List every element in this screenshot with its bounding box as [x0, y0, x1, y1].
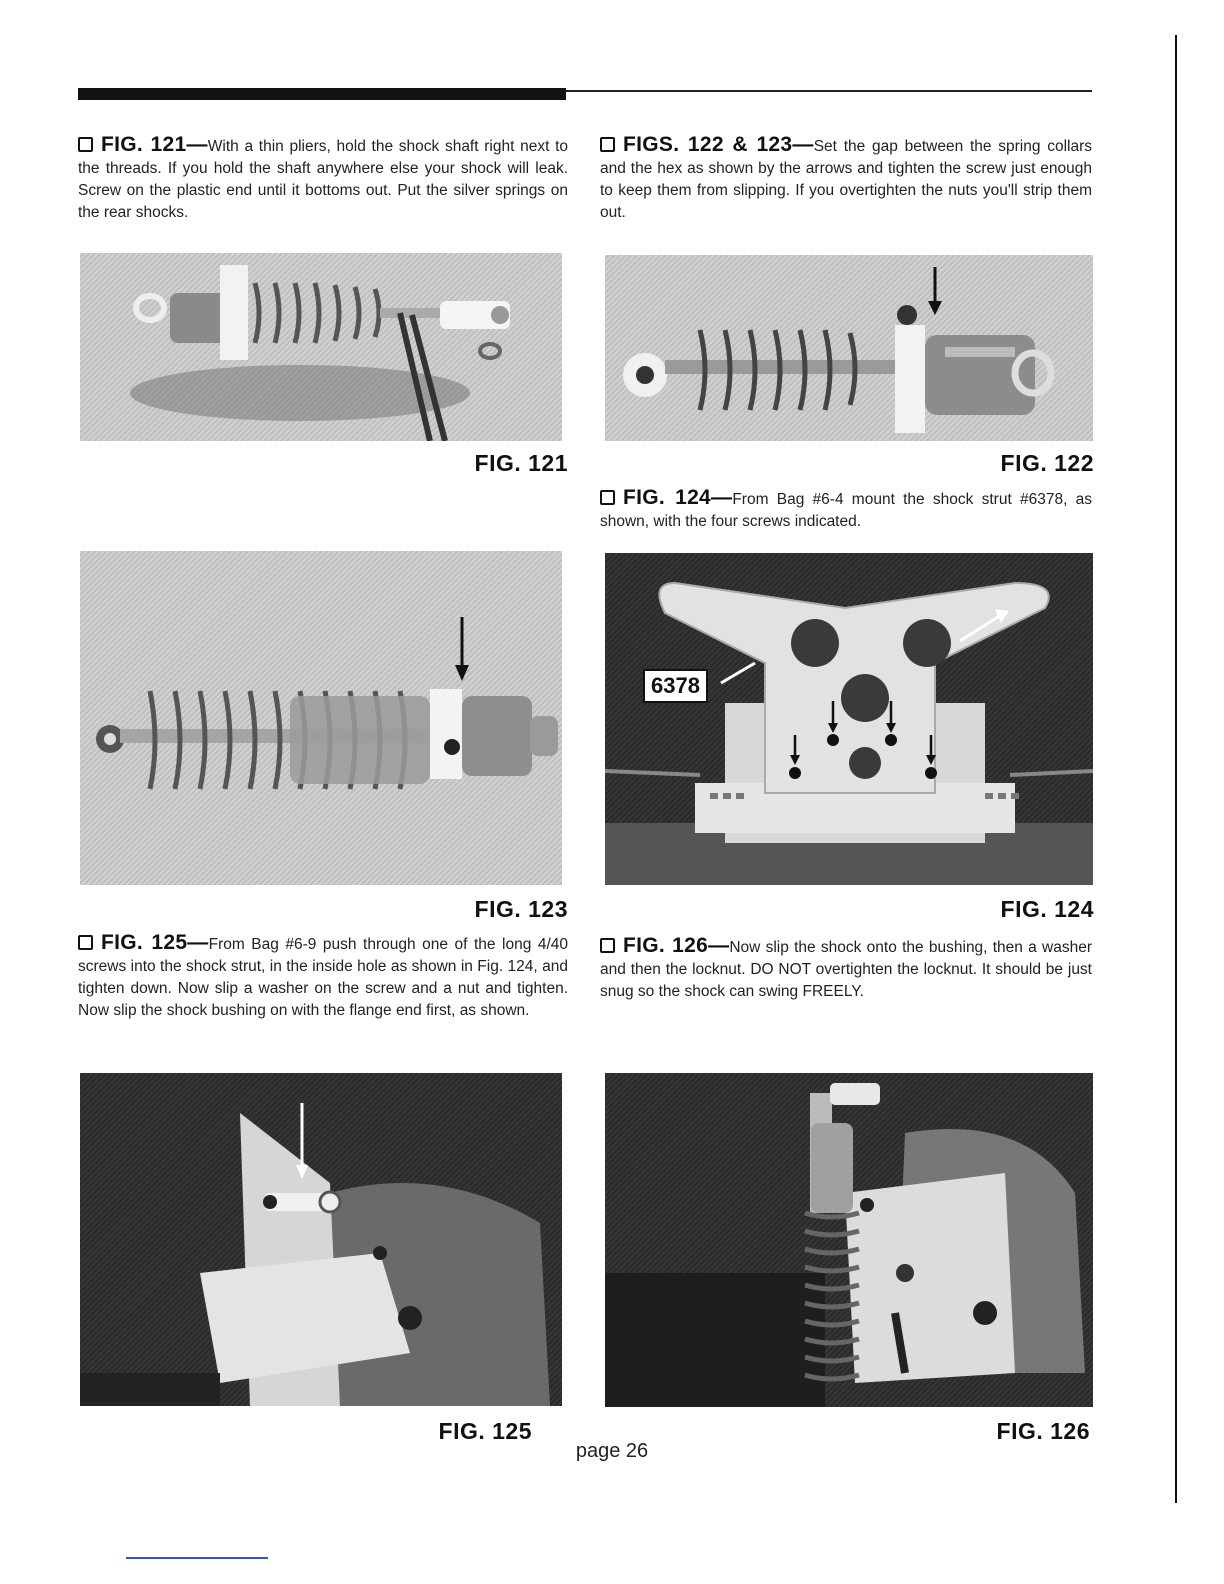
- step-heading: FIG. 124—: [623, 486, 733, 509]
- step-text: Set the gap between the spring collars and the hex as shown by the arrows and tighten the screw just enough to keep them from slipping. If you overtighten the nuts you'll strip them out.: [600, 138, 1092, 221]
- step-fig-125: [78, 932, 568, 1022]
- step-heading: FIGS. 122 & 123—: [623, 133, 814, 156]
- step-figs-122-123: [600, 134, 1092, 224]
- step-heading: FIG. 125—: [101, 931, 209, 954]
- figure-label: FIG. 121: [474, 450, 568, 476]
- page-number: page 26: [575, 1440, 649, 1462]
- checkbox-icon[interactable]: [78, 137, 93, 152]
- step-text: From Bag #6-9 push through one of the long 4/40 screws into the shock strut, in the inside hole as shown in Fig. 124, and tighten down. Now slip a washer on the screw and a nut and tighten. Now slip the shock bushing on with the flange end first, as shown.: [78, 936, 569, 1019]
- shock-spring-collar-illustration: [605, 255, 1093, 441]
- step-fig-126: [600, 935, 1092, 1003]
- figure-label: FIG. 125: [438, 1418, 532, 1444]
- step-text: With a thin pliers, hold the shock shaft right next to the threads. If you hold the shaft anywhere else your shock will leak. Screw on the plastic end until it bottoms out. Put the silver springs on the rear shocks.: [78, 138, 569, 221]
- step-heading: FIG. 126—: [623, 934, 730, 957]
- checkbox-icon[interactable]: [600, 490, 615, 505]
- photo-fig-122: [605, 255, 1093, 441]
- photo-fig-121: [80, 253, 562, 441]
- shock-mounted-illustration: [605, 1073, 1093, 1407]
- header-rule-thin: [566, 90, 1092, 92]
- checkbox-icon[interactable]: [600, 938, 615, 953]
- photo-fig-124: [605, 553, 1093, 885]
- figure-label: FIG. 123: [474, 896, 568, 922]
- step-fig-121: [78, 134, 568, 224]
- shock-with-pliers-illustration: [80, 253, 562, 441]
- photo-fig-123: [80, 551, 562, 885]
- figure-label: FIG. 124: [1000, 896, 1094, 922]
- header-rule-thick: [78, 88, 566, 100]
- step-text: From Bag #6-4 mount the shock strut #6378, as shown, with the four screws indicated.: [600, 491, 1093, 530]
- shock-gap-illustration: [80, 551, 562, 885]
- shock-strut-illustration: [605, 553, 1093, 885]
- page-edge-line: [1175, 35, 1177, 1503]
- checkbox-icon[interactable]: [600, 137, 615, 152]
- shock-bushing-illustration: [80, 1073, 562, 1406]
- photo-fig-125: [80, 1073, 562, 1406]
- photo-fig-126: [605, 1073, 1093, 1407]
- step-fig-124: [600, 487, 1092, 533]
- checkbox-icon[interactable]: [78, 935, 93, 950]
- footer-link-underline[interactable]: [126, 1557, 268, 1559]
- figure-label: FIG. 126: [996, 1418, 1090, 1444]
- part-number-callout: 6378: [643, 669, 708, 703]
- step-heading: FIG. 121—: [101, 133, 208, 156]
- figure-label: FIG. 122: [1000, 450, 1094, 476]
- step-text: Now slip the shock onto the bushing, then a washer and then the locknut. DO NOT overtighten the locknut. It should be just snug so the shock can swing FREELY.: [600, 939, 1092, 1000]
